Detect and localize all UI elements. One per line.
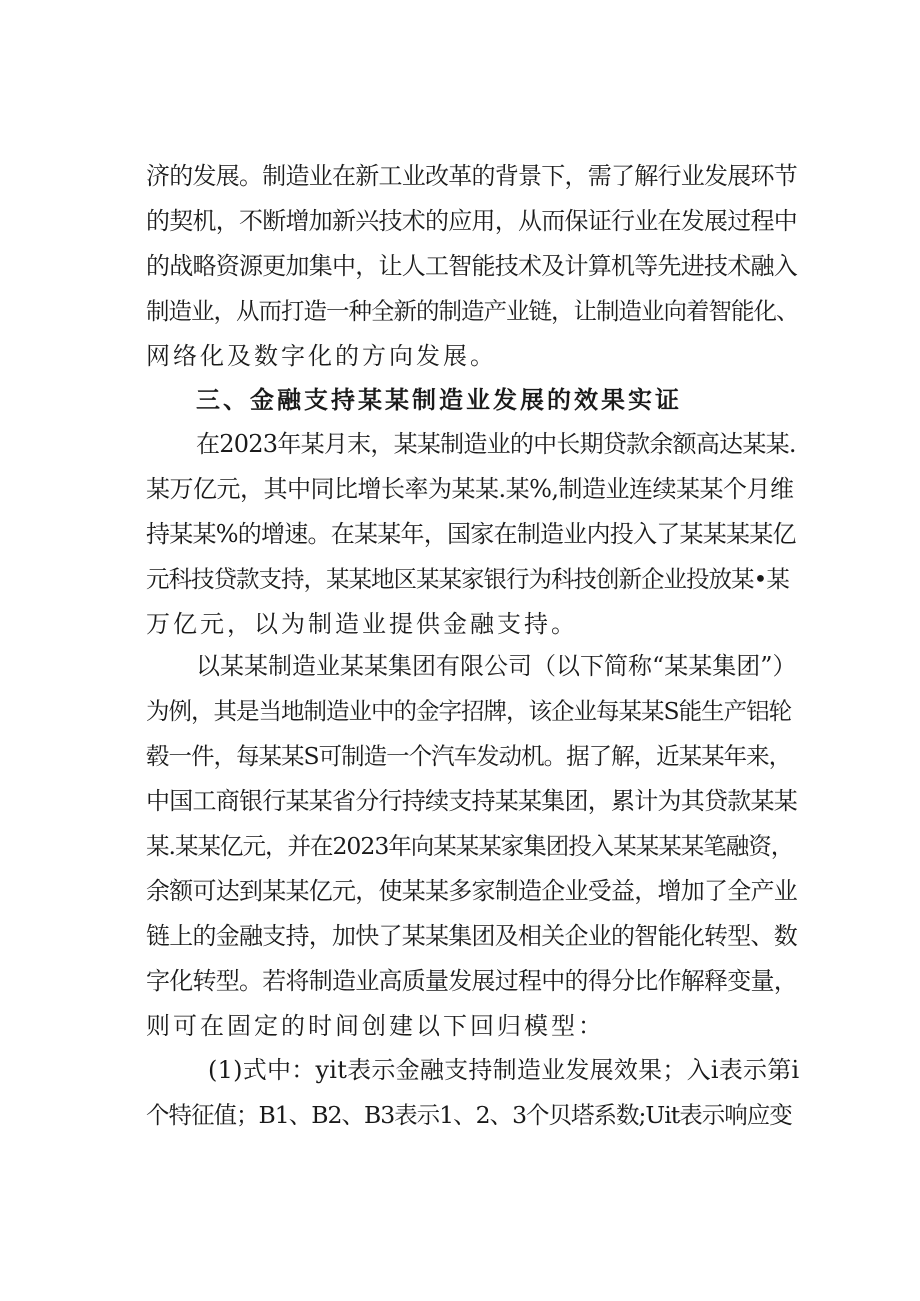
paragraph-2-line-3: 持某某%的增速。在某某年，国家在制造业内投入了某某某某亿 bbox=[146, 520, 796, 548]
paragraph-3-line-5: 某.某某亿元，并在2023年向某某某家集团投入某某某某笔融资， bbox=[146, 832, 794, 860]
paragraph-2-line-2: 某万亿元，其中同比增长率为某某.某%,制造业连续某某个月维 bbox=[146, 475, 794, 503]
paragraph-1-line-5: 网络化及数字化的方向发展。 bbox=[146, 342, 497, 370]
paragraph-3-line-1: 以某某制造业某某集团有限公司（以下简称“某某集团”） bbox=[196, 652, 797, 680]
paragraph-3-line-4: 中国工商银行某某省分行持续支持某某集团，累计为其贷款某某 bbox=[146, 787, 797, 815]
paragraph-3-line-9: 则可在固定的时间创建以下回归模型： bbox=[146, 1012, 605, 1040]
paragraph-2-line-5: 万亿元，以为制造业提供金融支持。 bbox=[146, 610, 578, 638]
paragraph-4-line-2: 个特征值；B1、B2、B3表示1、2、3个贝塔系数;Uit表示响应变 bbox=[146, 1101, 792, 1129]
paragraph-3-line-2: 为例，其是当地制造业中的金字招牌，该企业每某某S能生产铝轮 bbox=[146, 697, 792, 725]
paragraph-3-line-8: 字化转型。若将制造业高质量发展过程中的得分比作解释变量， bbox=[146, 967, 797, 995]
paragraph-4-line-1: (1)式中：yit表示金融支持制造业发展效果；入i表示第i bbox=[208, 1056, 800, 1084]
paragraph-3-line-7: 链上的金融支持，加快了某某集团及相关企业的智能化转型、数 bbox=[146, 922, 797, 950]
paragraph-1-line-1: 济的发展。制造业在新工业改革的背景下，需了解行业发展环节 bbox=[146, 162, 797, 190]
paragraph-1-line-3: 的战略资源更加集中，让人工智能技术及计算机等先进技术融入 bbox=[146, 252, 797, 280]
paragraph-3-line-3: 毂一件，每某某S可制造一个汽车发动机。据了解，近某某年来， bbox=[146, 742, 792, 770]
paragraph-1-line-4: 制造业，从而打造一种全新的制造产业链，让制造业向着智能化、 bbox=[146, 297, 799, 325]
section-heading: 三、金融支持某某制造业发展的效果实证 bbox=[196, 386, 682, 414]
paragraph-2-line-4: 元科技贷款支持，某某地区某某家银行为科技创新企业投放某•某 bbox=[146, 565, 789, 593]
paragraph-1-line-2: 的契机，不断增加新兴技术的应用，从而保证行业在发展过程中 bbox=[146, 207, 797, 235]
paragraph-2-line-1: 在2023年某月末，某某制造业的中长期贷款余额高达某某. bbox=[196, 430, 796, 458]
paragraph-3-line-6: 余额可达到某某亿元，使某某多家制造企业受益，增加了全产业 bbox=[146, 877, 797, 905]
